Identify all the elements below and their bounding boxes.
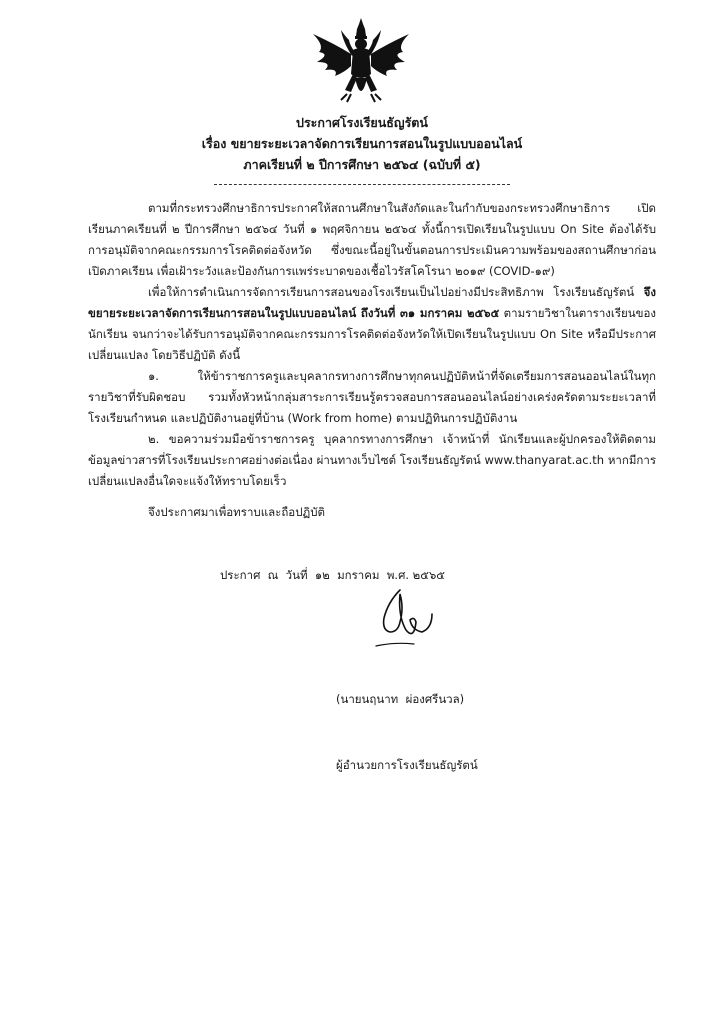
garuda-emblem-icon <box>305 16 417 108</box>
announcement-header <box>0 112 724 175</box>
signature-icon <box>370 582 442 650</box>
paragraph-background: ตามที่กระทรวงศึกษาธิการประกาศให้สถานศึกษาในสังกัดและในกำกับของกระทรวงศึกษาธิการ เปิดเรียนภาคเรียนที่ ๒ ปีการศึกษา ๒๕๖๔ วันที่ ๑ พฤศจิกายน ๒๕๖๔ ทั้งนี้การเปิดเรียนในรูปแบบ On Site ต้องได้รับการอนุมัติจากคณะกรรมการโรคติดต่อจังหวัด ซึ่งขณะนี้อยู่ในขั้นตอนการประเมินความพร้อมของสถานศึกษาก่อนเปิดภาคเรียน เพื่อเฝ้าระวังและป้องกันการแพร่ระบาดของเชื้อไวรัสโคโรนา ๒๐๑๙ (COVID-๑๙) <box>88 201 656 278</box>
signer-position: ผู้อำนวยการโรงเรียนธัญรัตน์ <box>336 758 478 772</box>
signer-block <box>336 644 478 820</box>
header-divider <box>214 184 510 185</box>
paragraph-item-1: ๑. ให้ข้าราชการครูและบุคลากรทางการศึกษาทุกคนปฏิบัติหน้าที่จัดเตรียมการสอนออนไลน์ในทุกรายวิชาที่รับผิดชอบ รวมทั้งหัวหน้ากลุ่มสาระการเรียนรู้ตรวจสอบการสอนออนไลน์อย่างเคร่งครัดตามระยะเวลาที่โรงเรียนกำหนด และปฏิบัติงานอยู่ที่บ้าน (Work from home) ตามปฏิทินการปฏิบัติงาน <box>88 369 656 425</box>
announcement-date: ประกาศ ณ วันที่ ๑๒ มกราคม พ.ศ. ๒๕๖๕ <box>220 568 445 582</box>
announcement-subject: เรื่อง ขยายระยะเวลาจัดการเรียนการสอนในรูปแบบออนไลน์ <box>201 136 523 151</box>
decision-highlight: จึงขยายระยะเวลาจัดการเรียนการสอนในรูปแบบออนไลน์ ถึงวันที่ ๓๑ มกราคม ๒๕๖๕ <box>88 285 656 320</box>
decision-rest: ตามรายวิชาในตารางเรียนของนักเรียน จนกว่าจะได้รับการอนุมัติจากคณะกรรมการโรคติดต่อจังหวัดให้เปิดเรียนในรูปแบบ On Site หรือมีประกาศเปลี่ยนแปลง โดยวิธีปฏิบัติ ดังนี้ <box>88 306 657 362</box>
announcement-semester: ภาคเรียนที่ ๒ ปีการศึกษา ๒๕๖๔ (ฉบับที่ ๕) <box>243 157 481 172</box>
signer-name: (นายนฤนาท ผ่องศรีนวล) <box>336 692 465 706</box>
announcement-body <box>88 198 656 523</box>
paragraph-closing: จึงประกาศมาเพื่อทราบและถือปฏิบัติ <box>148 505 325 519</box>
announcement-title: ประกาศโรงเรียนธัญรัตน์ <box>296 115 428 130</box>
decision-intro: เพื่อให้การดำเนินการจัดการเรียนการสอนของโรงเรียนเป็นไปอย่างมีประสิทธิภาพ โรงเรียนธัญรัตน์ <box>148 285 644 299</box>
paragraph-decision <box>88 282 656 366</box>
paragraph-item-2: ๒. ขอความร่วมมือข้าราชการครู บุคลากรทางการศึกษา เจ้าหน้าที่ นักเรียนและผู้ปกครองให้ติดตามข้อมูลข่าวสารที่โรงเรียนประกาศอย่างต่อเนื่อง ผ่านทางเว็บไซต์ โรงเรียนธัญรัตน์ www.thanyarat.ac.th หากมีการเปลี่ยนแปลงอื่นใดจะแจ้งให้ทราบโดยเร็ว <box>88 432 656 488</box>
